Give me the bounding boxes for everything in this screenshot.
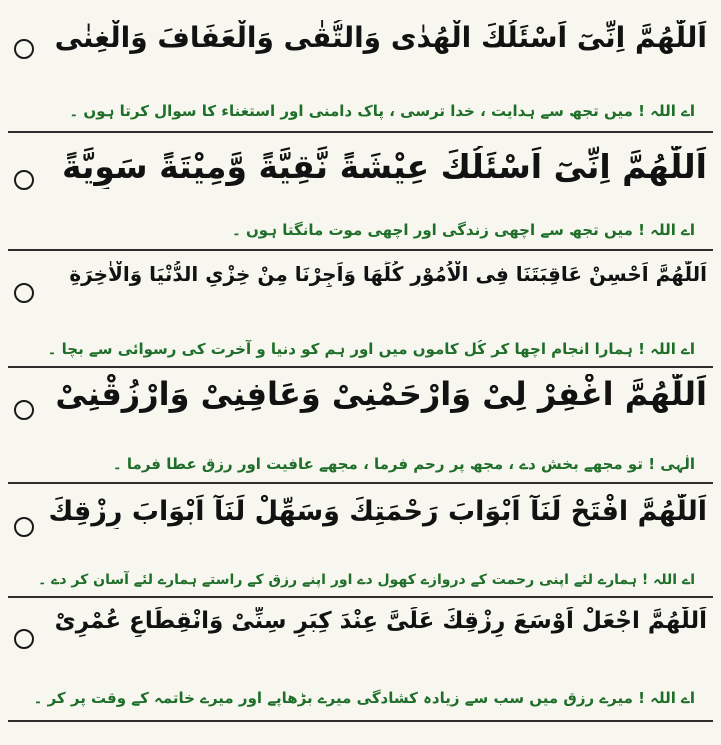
divider-line — [8, 482, 713, 484]
divider-line — [8, 596, 713, 598]
dua-urdu-translation: اے اللہ ! ہمارے لئے اپنی رحمت کے دروازے کھول دے اور اپنے رزق کے راستے ہمارے لئے آسان کر دے ۔ — [38, 572, 695, 588]
dua-arabic-text: اَللّٰھُمَّ اِنِّیٓ اَسْئَلُكَ الْھُدٰی وَالتُّقٰی وَالْعَفَافَ وَالْغِنٰی — [54, 21, 707, 54]
dua-urdu-translation: اے اللہ ! ہمارا انجام اچھا کر کُل کاموں میں اور ہم کو دنیا و آخرت کی رسوائی سے بچا ۔ — [47, 340, 695, 358]
dua-arabic-text: اَللّٰھُمَّ اجْعَلْ اَوْسَعَ رِزْقِكَ عَلَیَّ عِنْدَ كِبَرِ سِنِّیْ وَانْقِطَاعِ عُمْرِیْ — [54, 608, 707, 634]
dua-urdu-translation: الٰہی ! تو مجھے بخش دے ، مجھ پر رحم فرما ، مجھے عافیت اور رزق عطا فرما ۔ — [112, 455, 695, 473]
divider-line — [8, 249, 713, 251]
divider-line — [8, 720, 713, 722]
dua-arabic-text: اَللّٰھُمَّ افْتَحْ لَنَآ اَبْوَابَ رَحْمَتِكَ وَسَھِّلْ لَنَآ اَبْوَابَ رِزْقِكَ — [48, 496, 707, 527]
divider-line — [8, 131, 713, 133]
dua-urdu-translation: اے اللہ ! میں تجھ سے ہدایت ، خدا ترسی ، پاک دامنی اور استغناء کا سوال کرتا ہوں ۔ — [69, 102, 695, 120]
dua-arabic-text: اَللّٰھُمَّ اَحْسِنْ عَاقِبَتَنَا فِی الْاُمُوْرِ كُلِّھَا وَاَجِرْنَا مِنْ خِزْیِ الدُّنْیَا وَالْاٰخِرَةِ — [69, 262, 707, 286]
dua-urdu-translation: اے اللہ ! میں تجھ سے اچھی زندگی اور اچھی موت مانگتا ہوں ۔ — [231, 221, 695, 239]
dua-arabic-text: اَللّٰھُمَّ اغْفِرْ لِیْ وَارْحَمْنِیْ وَعَافِنِیْ وَارْزُقْنِیْ — [55, 375, 707, 413]
dua-urdu-translation: اے اللہ ! میرے رزق میں سب سے زیادہ کشادگی میرے بڑھاپے اور میرے خاتمہ کے وقت پر کر ۔ — [33, 689, 695, 707]
dua-arabic-text: اَللّٰھُمَّ اِنِّیٓ اَسْئَلُكَ عِیْشَةً نَّقِیَّةً وَّمِیْتَةً سَوِیَّةً — [62, 147, 707, 186]
divider-line — [8, 366, 713, 368]
